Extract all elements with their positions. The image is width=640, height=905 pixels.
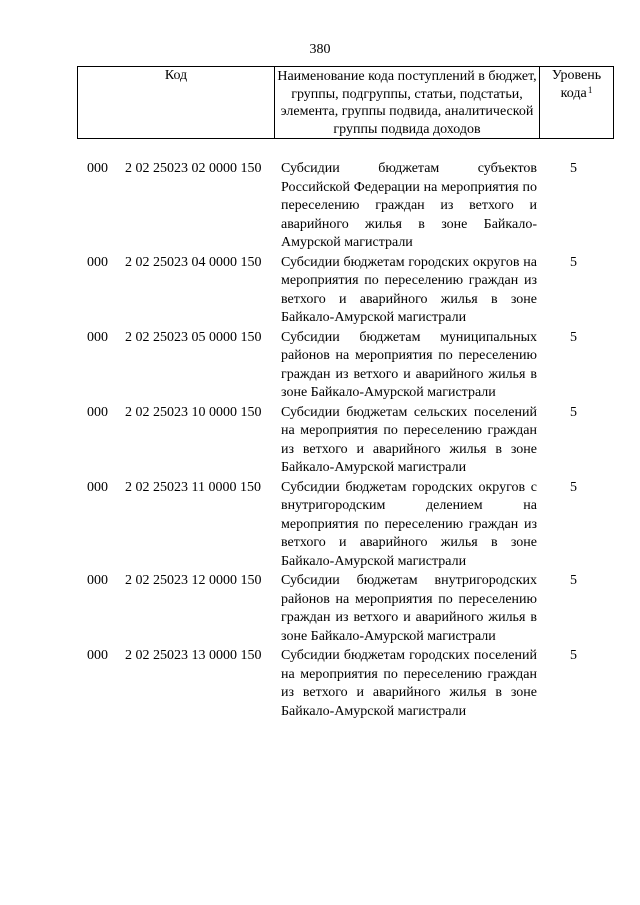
- table-row: [0, 647, 640, 721]
- admin-code: 000: [87, 573, 108, 588]
- header-level-label: Уровень кода: [551, 68, 602, 101]
- income-code: 2 02 25023 13 0000 150: [125, 648, 262, 663]
- income-code: 2 02 25023 11 0000 150: [125, 479, 261, 495]
- income-name: Субсидии бюджетам субъектов Российской Федерации на мероприятия по переселению граждан из ветхого и аварийного жилья в зоне Байкало-Амурской магистрали: [281, 161, 537, 250]
- code-level: 5: [570, 404, 577, 420]
- table-row: [0, 329, 640, 403]
- table-body: [0, 160, 640, 722]
- table-row: [0, 404, 640, 478]
- header-row: [78, 67, 614, 139]
- code-level: 5: [570, 573, 577, 588]
- header-name: Наименование кода поступлений в бюджет, группы, подгруппы, статьи, подстатьи, элемента, группы подвида, аналитической группы подвида доходов: [275, 67, 540, 139]
- income-code: 2 02 25023 12 0000 150: [125, 573, 262, 588]
- table-row: [0, 479, 640, 572]
- admin-code: 000: [87, 161, 108, 176]
- code-level: 5: [570, 254, 577, 270]
- table-row: [0, 254, 640, 328]
- header-level: [540, 67, 614, 139]
- code-level: 5: [570, 329, 577, 345]
- admin-code: 000: [87, 479, 108, 495]
- header-code: Код: [78, 67, 275, 139]
- header-level-footnote: 1: [587, 84, 593, 95]
- income-name: Субсидии бюджетам сельских поселений на мероприятия по переселению граждан из ветхого и аварийного жилья в зоне Байкало-Амурской магистрали: [281, 404, 537, 475]
- code-level: 5: [570, 648, 577, 663]
- income-code: 2 02 25023 02 0000 150: [125, 161, 262, 176]
- table-row: [0, 160, 640, 253]
- income-name: Субсидии бюджетам муниципальных районов на мероприятия по переселению граждан из ветхого и аварийного жилья в зоне Байкало-Амурской магистрали: [281, 329, 537, 400]
- income-name: Субсидии бюджетам городских округов с внутригородским делением на мероприятия по переселению граждан из ветхого и аварийного жилья в зоне Байкало-Амурской магистрали: [281, 479, 537, 569]
- income-name: Субсидии бюджетам городских поселений на мероприятия по переселению граждан из ветхого и аварийного жилья в зоне Байкало-Амурской магистрали: [281, 648, 537, 719]
- admin-code: 000: [87, 329, 108, 345]
- table-header: [77, 66, 614, 139]
- admin-code: 000: [87, 648, 108, 663]
- income-code: 2 02 25023 05 0000 150: [125, 329, 262, 345]
- income-name: Субсидии бюджетам городских округов на мероприятия по переселению граждан из ветхого и аварийного жилья в зоне Байкало-Амурской магистрали: [281, 254, 537, 325]
- table-row: [0, 572, 640, 646]
- income-name: Субсидии бюджетам внутригородских районов на мероприятия по переселению граждан из ветхого и аварийного жилья в зоне Байкало-Амурской магистрали: [281, 573, 537, 644]
- income-code: 2 02 25023 10 0000 150: [125, 404, 262, 420]
- admin-code: 000: [87, 404, 108, 420]
- code-level: 5: [570, 479, 577, 495]
- page-number: 380: [309, 42, 331, 57]
- income-code: 2 02 25023 04 0000 150: [125, 254, 262, 270]
- code-level: 5: [570, 161, 577, 176]
- admin-code: 000: [87, 254, 108, 270]
